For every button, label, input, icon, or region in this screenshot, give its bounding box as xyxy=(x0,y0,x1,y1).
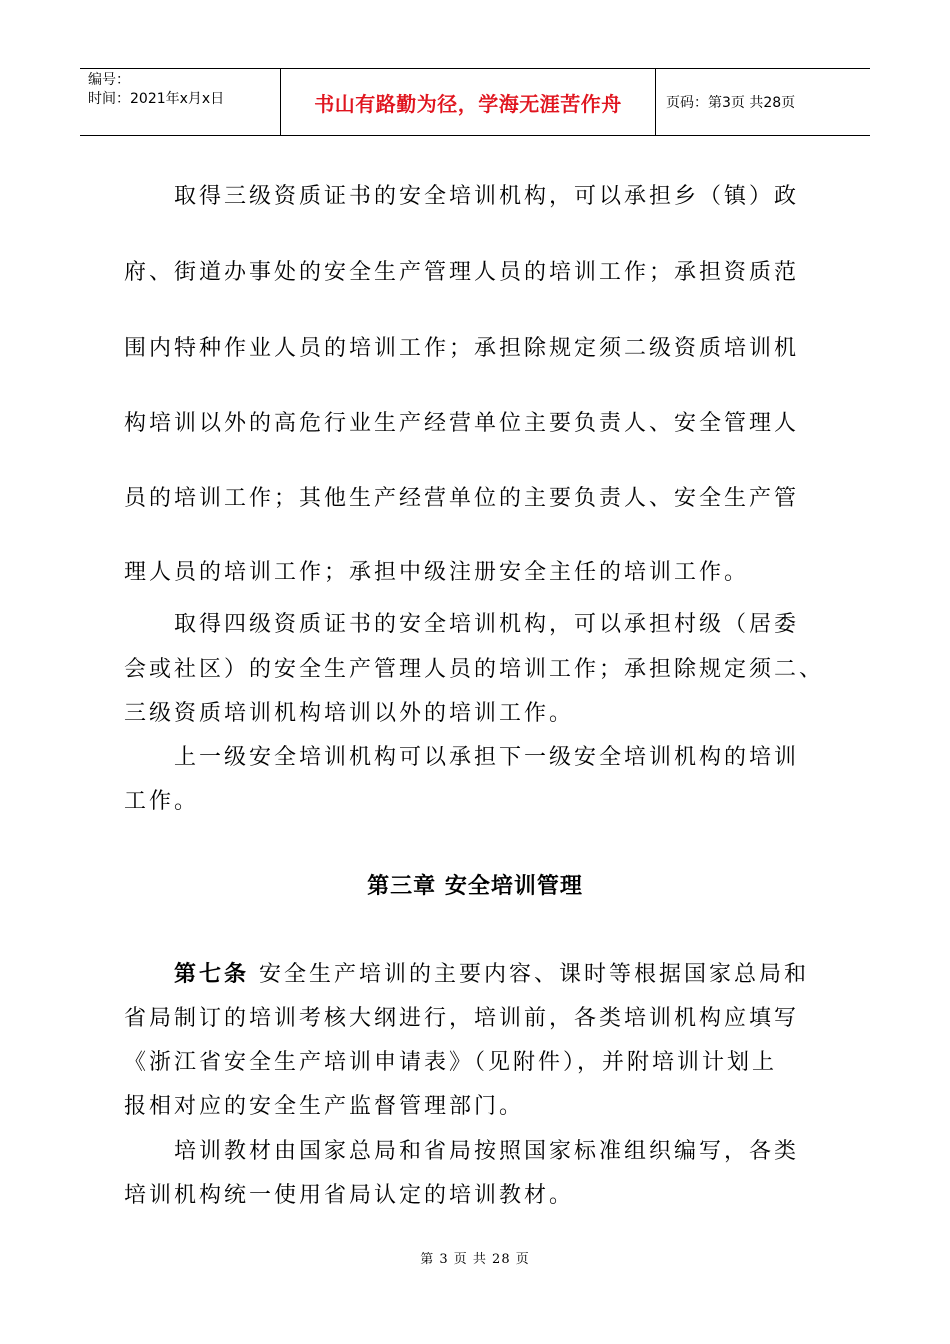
article-7-line-2: 省局制订的培训考核大纲进行，培训前，各类培训机构应填写 xyxy=(124,1006,800,1031)
paragraph-5-line-1: 培训教材由国家总局和省局按照国家标准组织编写，各类 xyxy=(124,1139,800,1164)
article-7-line-4: 报相对应的安全生产监督管理部门。 xyxy=(124,1094,525,1119)
chapter-heading: 第三章 安全培训管理 xyxy=(367,874,583,899)
paragraph-1-line-2: 府、街道办事处的安全生产管理人员的培训工作；承担资质范 xyxy=(124,260,800,285)
header-meta xyxy=(80,69,280,135)
page-footer: 第 3 页 共 28 页 xyxy=(420,1252,530,1267)
document-time: 时间：2021年x月x日 xyxy=(88,91,225,107)
paragraph-1-line-4: 构培训以外的高危行业生产经营单位主要负责人、安全管理人 xyxy=(124,411,800,436)
header-motto: 书山有路勤为径，学海无涯苦作舟 xyxy=(280,69,656,135)
paragraph-1-line-1: 取得三级资质证书的安全培训机构，可以承担乡（镇）政 xyxy=(124,184,800,209)
article-7-first-line-text: 安全生产培训的主要内容、课时等根据国家总局和 xyxy=(249,962,810,987)
paragraph-3-line-1: 上一级安全培训机构可以承担下一级安全培训机构的培训 xyxy=(124,745,800,770)
article-7-label: 第七条 xyxy=(174,962,250,987)
paragraph-1-line-5: 员的培训工作；其他生产经营单位的主要负责人、安全生产管 xyxy=(124,486,800,511)
paragraph-2-line-1: 取得四级资质证书的安全培训机构，可以承担村级（居委 xyxy=(124,612,800,637)
paragraph-1-line-6: 理人员的培训工作；承担中级注册安全主任的培训工作。 xyxy=(124,560,750,585)
article-7-line-3: 《浙江省安全生产培训申请表》（见附件），并附培训计划上 xyxy=(124,1050,778,1075)
paragraph-5-line-2: 培训机构统一使用省局认定的培训教材。 xyxy=(124,1183,575,1208)
page-header xyxy=(80,68,870,136)
paragraph-2-line-2: 会或社区）的安全生产管理人员的培训工作；承担除规定须二、 xyxy=(124,657,825,682)
paragraph-3-line-2: 工作。 xyxy=(124,789,200,814)
article-7-line-1 xyxy=(124,957,950,988)
document-number-label: 编号： xyxy=(88,72,130,88)
paragraph-2-line-3: 三级资质培训机构培训以外的培训工作。 xyxy=(124,701,575,726)
paragraph-1-line-3: 围内特种作业人员的培训工作；承担除规定须二级资质培训机 xyxy=(124,336,800,361)
header-page-info: 页码：第3页 共28页 xyxy=(666,95,796,111)
